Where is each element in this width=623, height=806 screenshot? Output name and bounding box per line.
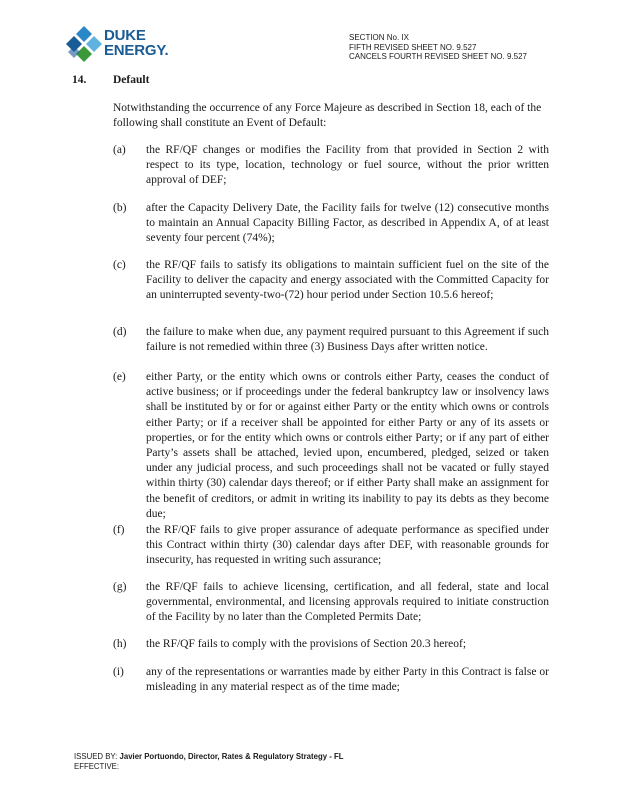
effective-label: EFFECTIVE:: [74, 761, 120, 771]
logo-line-1: DUKE: [104, 27, 146, 44]
heading-number: 14.: [72, 74, 87, 86]
duke-energy-logo: [66, 24, 186, 66]
page-footer: [74, 752, 344, 771]
list-item-text: the RF/QF fails to satisfy its obligations to maintain sufficient fuel on the site of the Facility to deliver the capacity and energy associated with the Committed Capacity for an uninterrupted seventy-two-(72) hour period under Section 10.5.6 hereof;: [146, 259, 549, 302]
list-item-label: (b): [113, 202, 127, 214]
list-item-text: the failure to make when due, any payment required pursuant to this Agreement if such failure is not remedied within three (3) Business Days after written notice.: [146, 326, 549, 354]
list-item-label: (i): [113, 666, 124, 678]
issued-by-value: Javier Portuondo, Director, Rates & Regulatory Strategy - FL: [119, 752, 344, 761]
list-item-label: (a): [113, 144, 126, 156]
revised-sheet: FIFTH REVISED SHEET NO. 9.527: [349, 42, 477, 52]
issued-by-line: [74, 752, 344, 762]
list-item-text: the RF/QF changes or modifies the Facility from that provided in Section 2 with respect to its type, location, technology or fuel source, without the prior written approval of DEF;: [146, 144, 549, 187]
intro-paragraph: Notwithstanding the occurrence of any Force Majeure as described in Section 18, each of the following shall constitute an Event of Default:: [113, 102, 542, 129]
cancels-sheet: CANCELS FOURTH REVISED SHEET NO. 9.527: [349, 52, 527, 61]
list-item-text: after the Capacity Delivery Date, the Facility fails for twelve (12) consecutive months to maintain an Annual Capacity Billing Factor, as described in Appendix A, of at least seventy four percent (74%);: [146, 202, 549, 245]
logo-line-2: ENERGY.: [104, 42, 169, 59]
list-item-label: (g): [113, 581, 127, 593]
list-item-label: (d): [113, 326, 127, 338]
list-item-label: (e): [113, 371, 126, 383]
list-item-label: (h): [113, 638, 127, 650]
list-item-text: the RF/QF fails to give proper assurance of adequate performance as specified under this Contract within thirty (30) calendar days after DEF, with reasonable grounds for insecurity, has requested in writing such assurance;: [146, 524, 549, 567]
list-item-text: the RF/QF fails to achieve licensing, certification, and all federal, state and local governmental, environmental, and licensing approvals required to initiate construction of the Facility by no later than the Completed Permits Date;: [146, 581, 549, 624]
list-item-label: (f): [113, 524, 125, 536]
list-item-text: the RF/QF fails to comply with the provisions of Section 20.3 hereof;: [146, 638, 467, 650]
list-item-text: either Party, or the entity which owns or controls either Party, ceases the conduct of active business; or if proceedings under the federal bankruptcy law or insolvency laws shall be instituted by or for or against either Party or the entity which owns or controls either Party; or if a receiver shall be appointed for either Party or any of its assets or properties, or for the entity which owns or controls either Party; or if any part of either Party’s assets shall be attached, levied upon, encumbered, pledged, seized or taken under any judicial process, and such proceedings shall not be vacated or fully stayed within thirty (30) calendar days thereof; or if either Party shall make an assignment for the benefit of creditors, or admit in writing its inability to pay its debts as they become due;: [146, 371, 549, 520]
list-item-text: any of the representations or warranties made by either Party in this Contract is false or misleading in any material respect as of the time made;: [146, 666, 549, 694]
heading-title: Default: [113, 74, 150, 86]
sheet-header: [349, 33, 527, 62]
section-number: SECTION No. IX: [349, 33, 410, 42]
issued-by-label: ISSUED BY:: [74, 752, 118, 761]
list-item-label: (c): [113, 259, 126, 271]
logo-mark-icon: [66, 24, 102, 64]
